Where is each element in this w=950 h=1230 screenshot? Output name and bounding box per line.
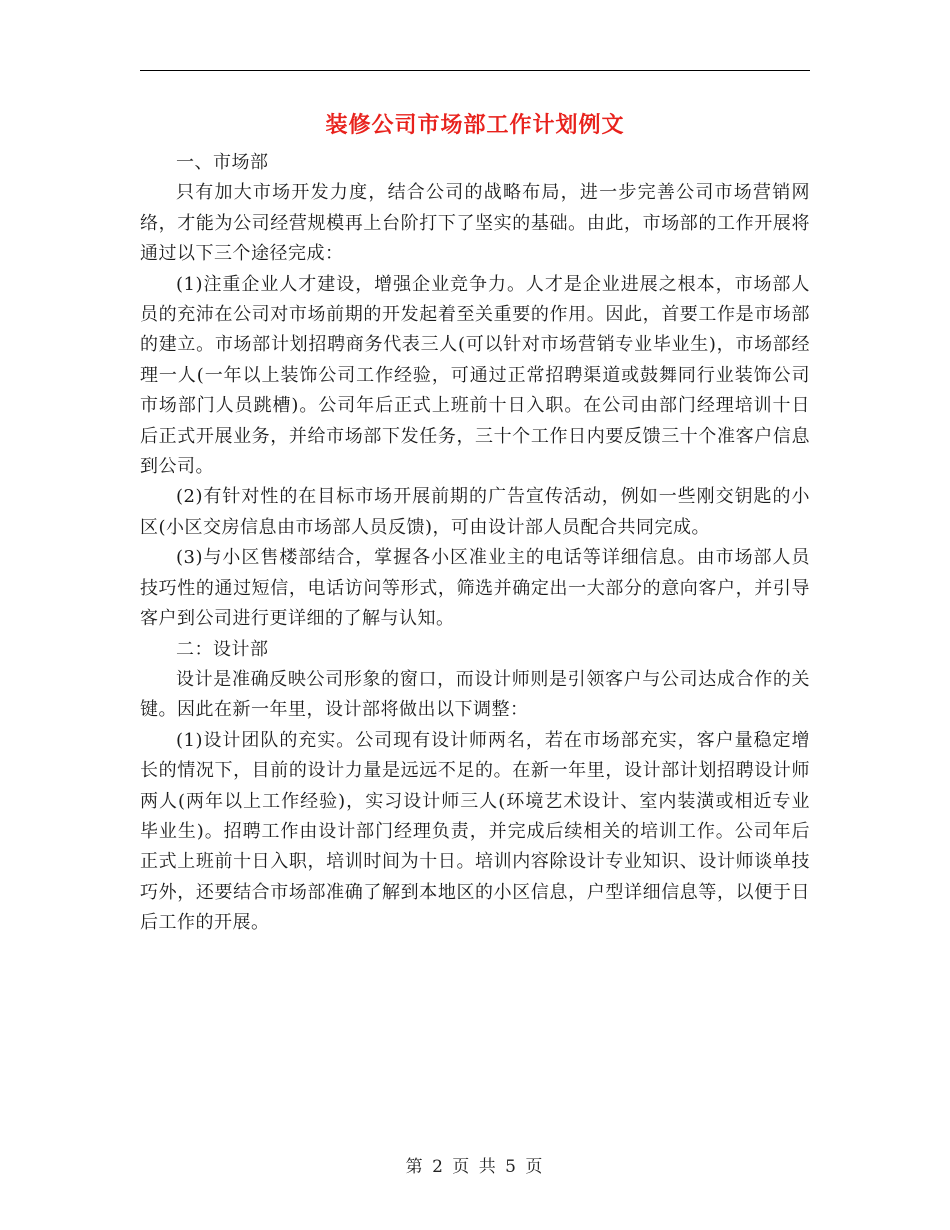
page-number: 第 2 页 共 5 页 (405, 1157, 545, 1177)
paragraph-market-intro: 只有加大市场开发力度，结合公司的战略布局，进一步完善公司市场营销网络，才能为公司经营规模再上台阶打下了坚实的基础。由此，市场部的工作开展将通过以下三个途径完成： (140, 182, 810, 265)
paragraph-design-intro: 设计是准确反映公司形象的窗口，而设计师则是引领客户与公司达成合作的关键。因此在新一年里，设计部将做出以下调整： (140, 668, 810, 721)
paragraph-design-item-1: (1)设计团队的充实。公司现有设计师两名，若在市场部充实，客户量稳定增长的情况下，目前的设计力量是远远不足的。在新一年里，设计部计划招聘设计师两人(两年以上工作经验)，实习设计师三人(环境艺术设计、室内装潢或相近专业毕业生)。招聘工作由设计部门经理负责，并完成后续相关的培训工作。公司年后正式上班前十日入职，培训时间为十日。培训内容除设计专业知识、设计师谈单技巧外，还要结合市场部准确了解到本地区的小区信息，户型详细信息等，以便于日后工作的开展。 (140, 729, 810, 934)
section-heading-market: 一、市场部 (176, 152, 269, 173)
paragraph-market-item-2: (2)有针对性的在目标市场开展前期的广告宣传活动，例如一些刚交钥匙的小区(小区交房信息由市场部人员反馈)，可由设计部人员配合共同完成。 (140, 486, 810, 538)
paragraph-market-item-1: (1)注重企业人才建设，增强企业竞争力。人才是企业进展之根本，市场部人员的充沛在公司对市场前期的开发起着至关重要的作用。因此，首要工作是市场部的建立。市场部计划招聘商务代表三人(可以针对市场营销专业毕业生)，市场部经理一人(一年以上装饰公司工作经验，可通过正常招聘渠道或鼓舞同行业装饰公司市场部门人员跳槽)。公司年后正式上班前十日入职。在公司由部门经理培训十日后正式开展业务，并给市场部下发任务，三十个工作日内要反馈三十个准客户信息到公司。 (140, 273, 810, 478)
section-heading-design: 二：设计部 (176, 638, 269, 660)
document-body (140, 148, 810, 939)
document-title: 装修公司市场部工作计划例文 (325, 112, 625, 138)
paragraph-market-item-3: (3)与小区售楼部结合，掌握各小区准业主的电话等详细信息。由市场部人员技巧性的通过短信，电话访问等形式，筛选并确定出一大部分的意向客户，并引导客户到公司进行更详细的了解与认知。 (140, 547, 810, 630)
header-rule (140, 70, 810, 71)
